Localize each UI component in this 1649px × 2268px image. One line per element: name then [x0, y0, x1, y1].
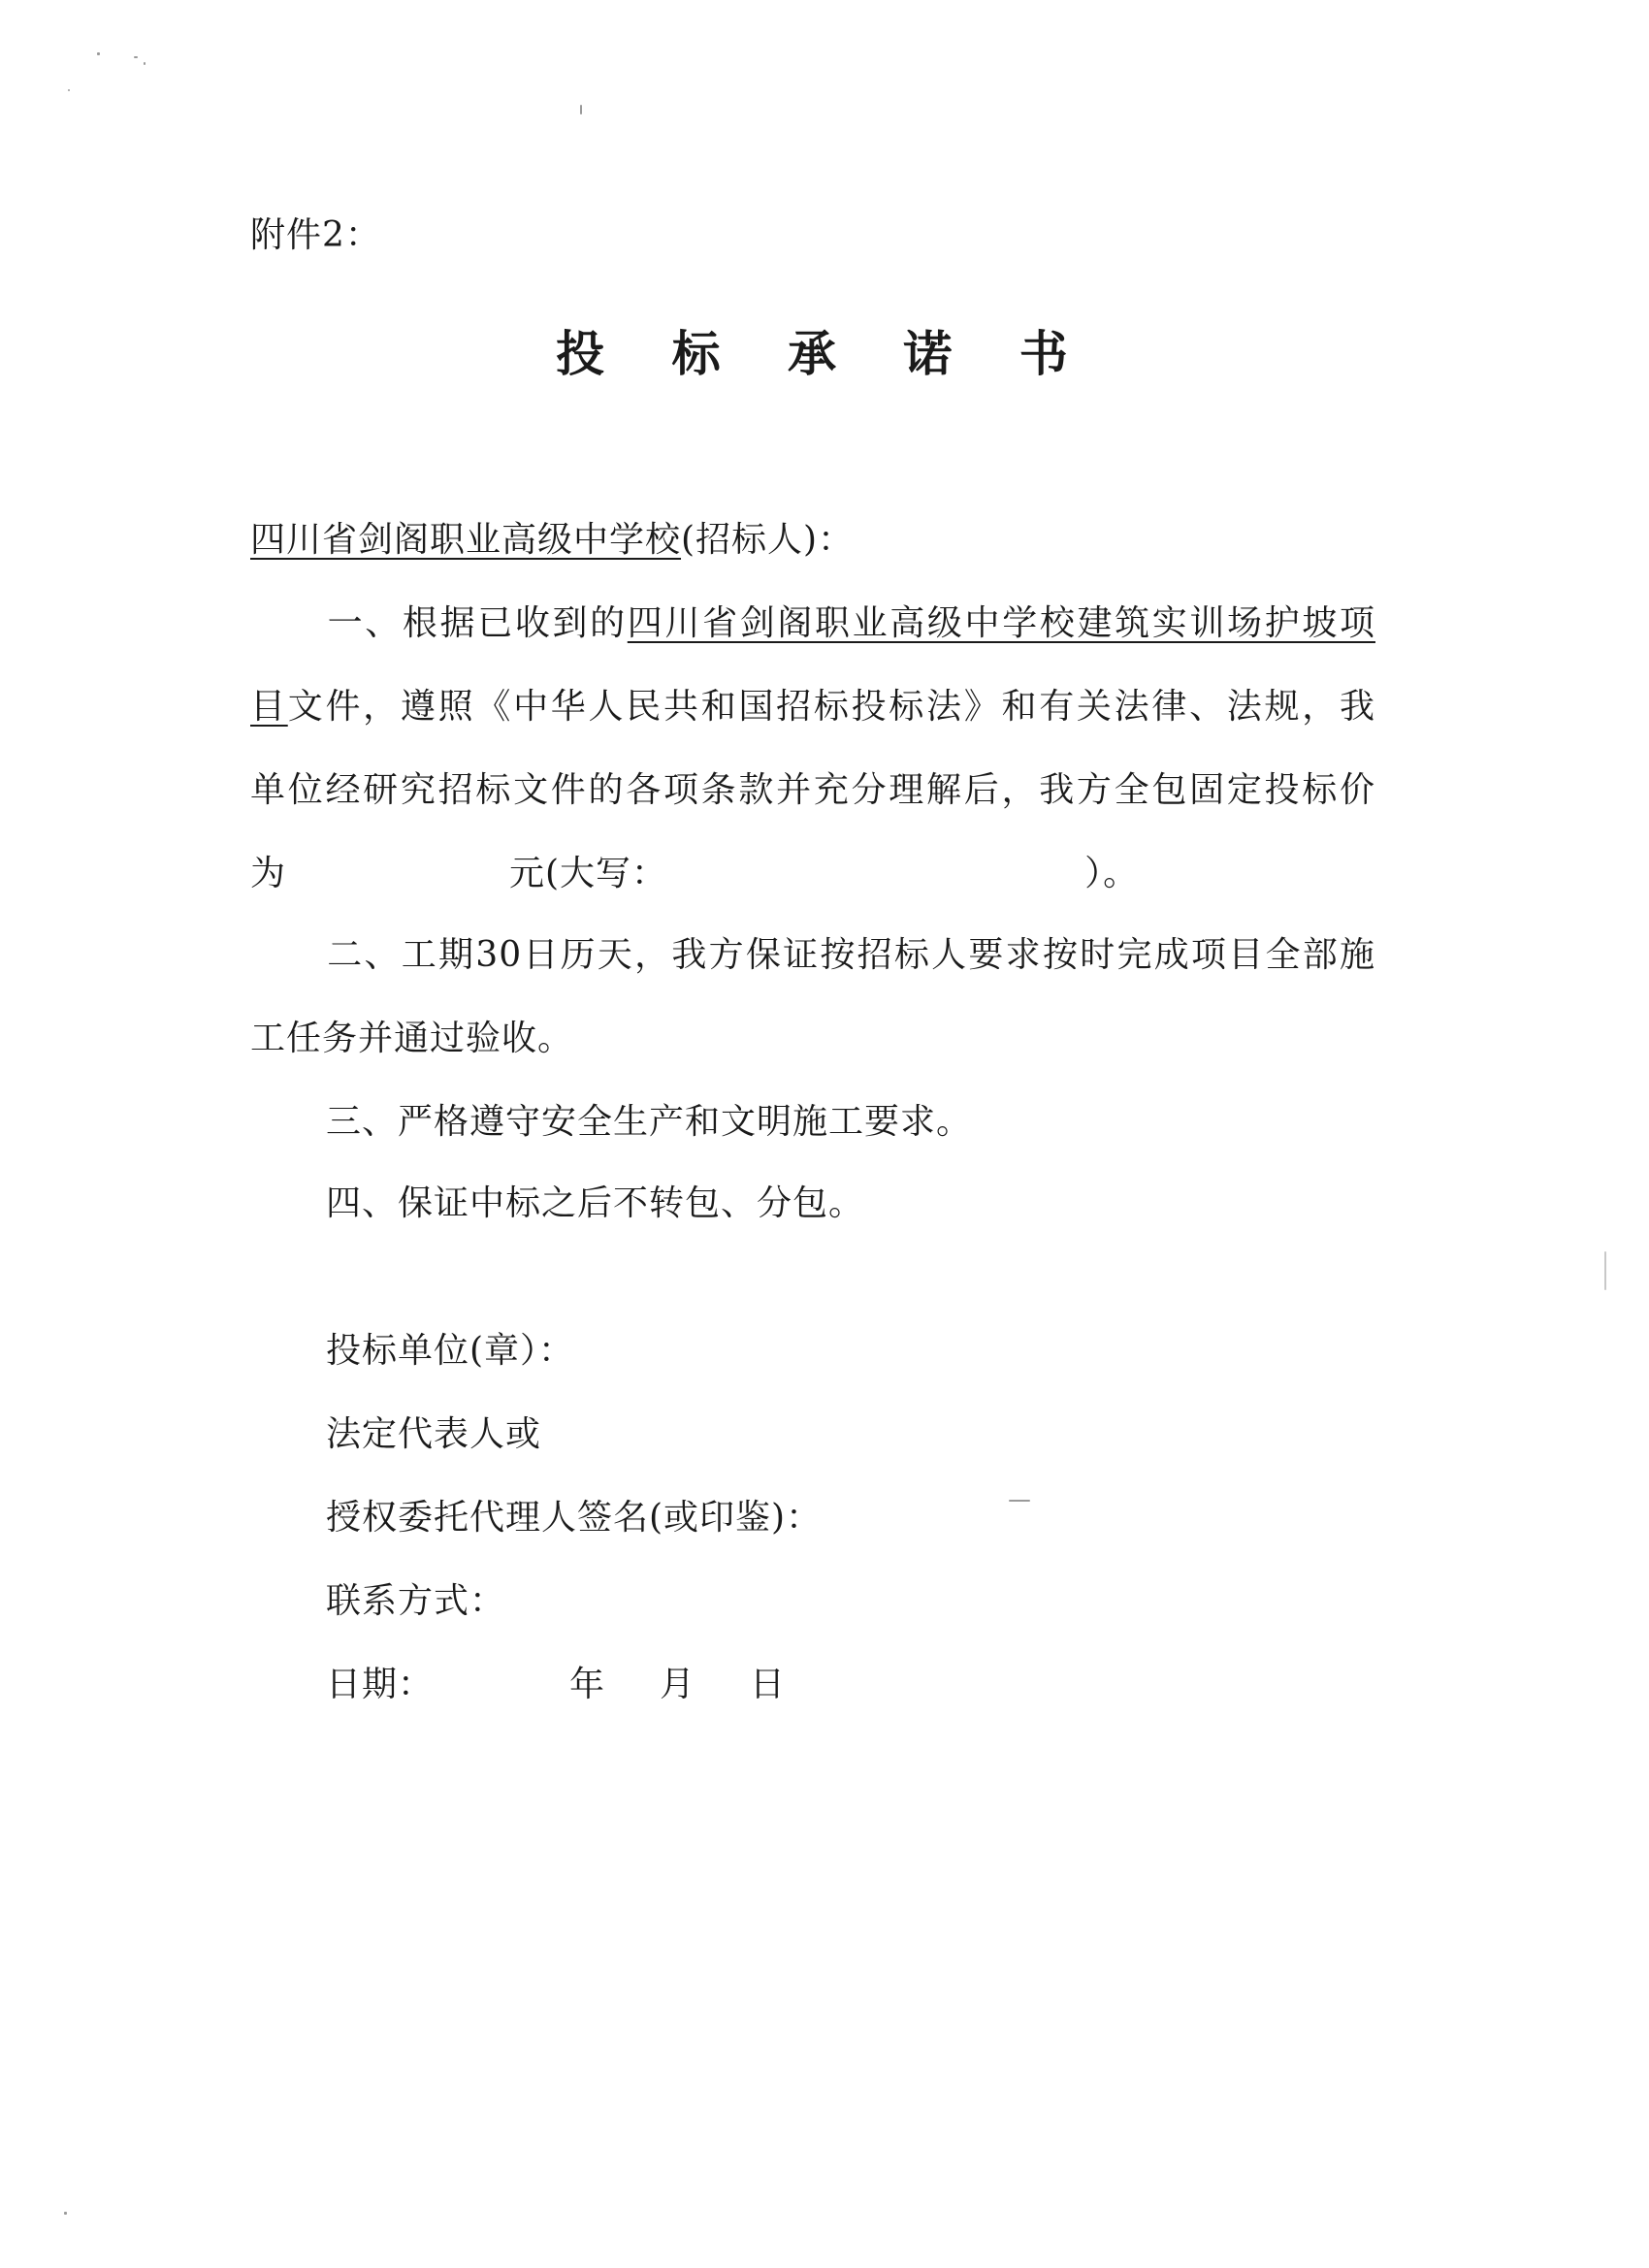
bidder-seal-label: 投标单位(章）：: [326, 1331, 575, 1371]
clause-1-line-2-text: 文件，遵照《中华人民共和国招标投标法》和有关法律、法规，我: [287, 687, 1375, 727]
recipient-name: 四川省剑阁职业高级中学校: [250, 520, 682, 560]
clause-1: [250, 582, 1375, 916]
clause-2: [250, 914, 1375, 1081]
scan-speck: [1009, 1500, 1030, 1502]
clause-4: [250, 1162, 1375, 1246]
signature-block: [326, 1310, 822, 1727]
price-close: ）。: [1084, 854, 1140, 893]
clause-4-line: [250, 1162, 1375, 1246]
clause-2-line-1-text: 二、工期30日历天，我方保证按招标人要求按时完成项目全部施: [326, 935, 1375, 975]
scan-speck: [134, 56, 138, 58]
currency-label: 元(大写：: [509, 854, 668, 893]
clause-3-line: [250, 1081, 1375, 1164]
authorized-agent-label: 授权委托代理人签名(或印鉴)：: [326, 1498, 823, 1538]
project-name-part-2: 目: [250, 687, 288, 727]
scan-speck: [144, 62, 146, 65]
scan-speck: [97, 52, 100, 55]
recipient-role: (招标人)：: [681, 520, 855, 560]
scan-speck: [68, 89, 70, 91]
legal-representative-label: 法定代表人或: [326, 1414, 542, 1454]
project-name-part-1: 四川省剑阁职业高级中学校建筑实训场护坡项: [627, 603, 1375, 643]
clause-3: [250, 1081, 1375, 1164]
date-label: 日期：: [326, 1665, 435, 1704]
attachment-label: 附件2：: [250, 215, 381, 255]
clause-2-line-1: [250, 914, 1375, 997]
clause-2-line-2: 工任务并通过验收。: [250, 1019, 574, 1058]
price-label: 为: [250, 854, 287, 893]
clause-4-text: 四、保证中标之后不转包、分包。: [326, 1183, 865, 1223]
clause-1-line-3: 单位经研究招标文件的各项条款并充分理解后，我方全包固定投标价: [250, 770, 1375, 810]
month-label: 月: [660, 1665, 696, 1704]
contact-label: 联系方式：: [326, 1581, 506, 1621]
clause-1-prefix: 一、根据已收到的: [326, 603, 628, 643]
scan-speck: [1604, 1251, 1606, 1290]
salutation: [250, 499, 1375, 582]
scan-speck: [64, 2212, 67, 2215]
date-line: [326, 1643, 822, 1727]
document-title: 投 标 承 诺 书: [556, 326, 1093, 382]
clause-1-line-1: [250, 582, 1375, 665]
clause-3-text: 三、严格遵守安全生产和文明施工要求。: [326, 1102, 973, 1142]
day-label: 日: [750, 1665, 787, 1704]
scan-speck: [580, 105, 582, 114]
year-label: 年: [569, 1665, 606, 1704]
clause-1-line-2: [250, 665, 1375, 749]
clause-1-line-4: [250, 832, 1375, 916]
